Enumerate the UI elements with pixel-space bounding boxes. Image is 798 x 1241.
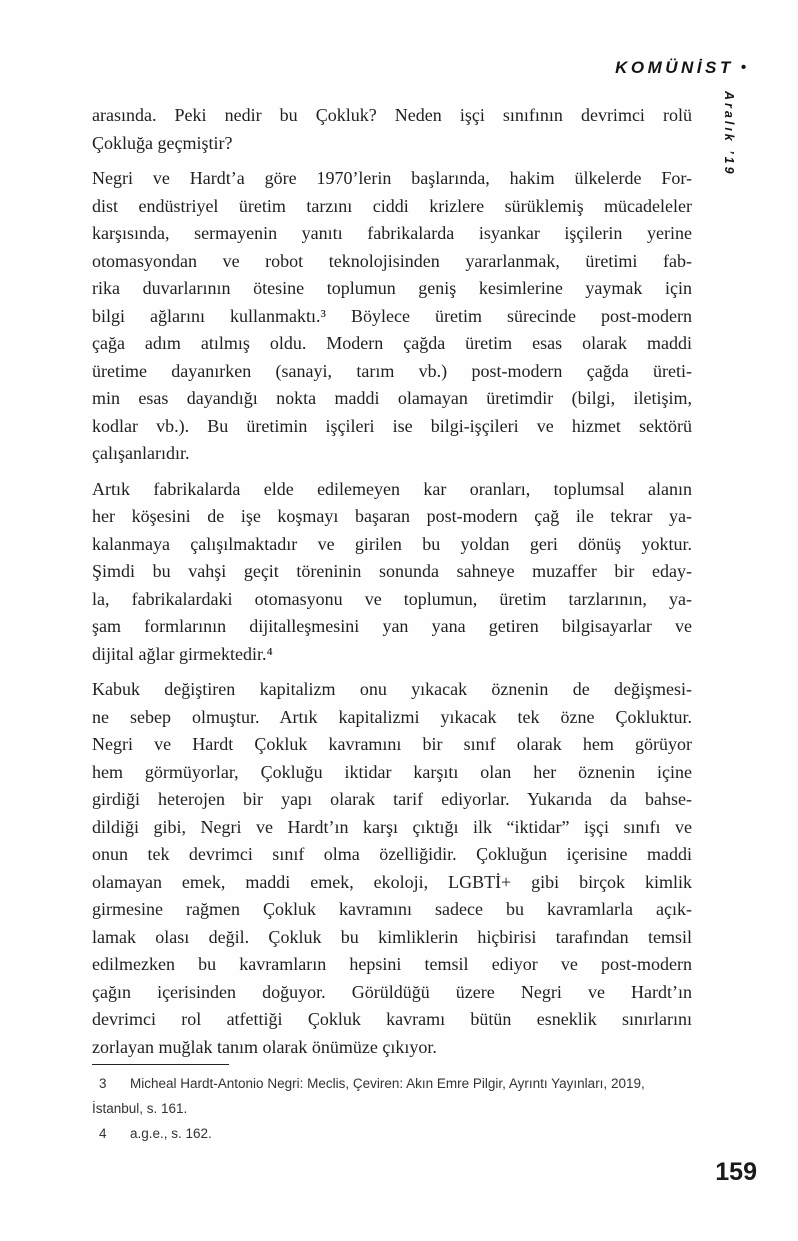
page-number: 159 (715, 1158, 757, 1186)
footnotes-container (92, 1071, 714, 1146)
text-line: ne sebep olmuştur. Artık kapitalizmi yıkacak tek özne Çokluktur. (92, 706, 692, 727)
text-line: şam formlarının dijitalleşmesini yan yana getiren bilgisayarlar ve (92, 616, 692, 636)
text-line: Şimdi bu vahşi geçit töreninin sonunda sahneye muzaffer bir eday- (92, 561, 692, 581)
text-line: girdiği heterojen bir yapı olarak tarif ediyorlar. Yukarıda da bahse- (92, 789, 692, 809)
text-line: edilmezken bu kavramların hepsini temsil ediyor ve post-modern (92, 954, 692, 974)
text-line: kalanmaya çalışılmaktadır ve girilen bu yoldan geri dönüş yoktur. (92, 533, 692, 554)
text-line: lamak olası değil. Çokluk bu kimliklerin hiçbirisi tarafından temsil (92, 926, 692, 947)
text-line: olamayan emek, maddi emek, ekoloji, LGBTİ+ gibi birçok kimlik (92, 871, 692, 892)
footnote (92, 1071, 714, 1121)
footnote-number: 4 (99, 1126, 107, 1141)
text-line: çağa adım atılmış oldu. Modern çağda üretim esas olarak maddi (92, 333, 692, 353)
footnote-first-line (92, 1121, 714, 1146)
running-head (615, 59, 746, 76)
footnote-continuation-line: İstanbul, s. 161. (92, 1101, 188, 1116)
text-line: dist endüstriyel üretim tarzını ciddi krizlere sürüklemiş mücadeleler (92, 195, 692, 216)
text-line: her köşesini de işe koşmayı başaran post-modern çağ ile tekrar ya- (92, 506, 692, 526)
issue-date-vertical: Aralık ’19 (722, 91, 736, 177)
text-line: dijital ağlar girmektedir.⁴ (92, 643, 273, 664)
paragraph (92, 476, 692, 669)
text-line: zorlayan muğlak tanım olarak önümüze çıkıyor. (92, 1036, 437, 1057)
bullet-icon: • (740, 59, 746, 76)
text-line: Negri ve Hardt’a göre 1970’lerin başlarında, hakim ülkelerde For- (92, 168, 692, 188)
text-line: girmesine rağmen Çokluk kavramını sadece bu kavramlarla açık- (92, 899, 692, 919)
text-line: Çokluğa geçmiştir? (92, 132, 233, 153)
text-line: Kabuk değiştiren kapitalizm onu yıkacak öznenin de değişmesi- (92, 679, 692, 699)
text-line: bilgi ağlarını kullanmaktı.³ Böylece üretim sürecinde post-modern (92, 305, 692, 326)
text-line: arasında. Peki nedir bu Çokluk? Neden işçi sınıfının devrimci rolü (92, 105, 692, 125)
footnote-first-line (92, 1071, 714, 1096)
journal-title: KOMÜNİST (615, 58, 734, 77)
text-line: min esas dayandığı nokta maddi olamayan üretimdir (bilgi, iletişim, (92, 388, 692, 408)
text-line: üretime dayanırken (sanayi, tarım vb.) post-modern çağda üreti- (92, 360, 692, 381)
footnote (92, 1121, 714, 1146)
text-line: çalışanlarıdır. (92, 443, 190, 463)
text-line: la, fabrikalardaki otomasyonu ve toplumun, üretim tarzlarının, ya- (92, 588, 692, 609)
footnote-text: a.g.e., s. 162. (130, 1126, 212, 1141)
text-line: Artık fabrikalarda elde edilemeyen kar oranları, toplumsal alanın (92, 478, 692, 499)
footnote-separator (92, 1064, 229, 1065)
text-line: Negri ve Hardt Çokluk kavramını bir sınıf olarak hem görüyor (92, 734, 692, 754)
text-line: çağın içerisinden doğuyor. Görüldüğü üzere Negri ve Hardt’ın (92, 981, 692, 1002)
text-line: hem görmüyorlar, Çokluğu iktidar karşıtı olan her öznenin içine (92, 761, 692, 782)
footnote-number: 3 (99, 1076, 107, 1091)
text-line: rika duvarlarının ötesine toplumun geniş kesimlerine yaymak için (92, 278, 692, 298)
text-line: karşısında, sermayenin yanıtı fabrikalarda isyankar işçilerin yerine (92, 223, 692, 243)
paragraphs-container (92, 102, 692, 1061)
paragraph (92, 102, 692, 157)
paragraph (92, 165, 692, 468)
text-line: dildiği gibi, Negri ve Hardt’ın karşı çıktığı ilk “iktidar” işçi sınıfı ve (92, 816, 692, 837)
text-line: kodlar vb.). Bu üretimin işçileri ise bilgi-işçileri ve hizmet sektörü (92, 415, 692, 436)
paragraph (92, 676, 692, 1061)
text-line: otomasyondan ve robot teknolojisinden yararlanmak, üretimi fab- (92, 250, 692, 271)
text-line: devrimci rol atfettiği Çokluk kavramı bütün esneklik sınırlarını (92, 1009, 692, 1029)
article-body (92, 102, 692, 1146)
text-line: onun tek devrimci sınıf olma özelliğidir. Çokluğun içerisine maddi (92, 844, 692, 864)
footnote-text: Micheal Hardt-Antonio Negri: Meclis, Çeviren: Akın Emre Pilgir, Ayrıntı Yayınları, 2019, (130, 1076, 645, 1091)
